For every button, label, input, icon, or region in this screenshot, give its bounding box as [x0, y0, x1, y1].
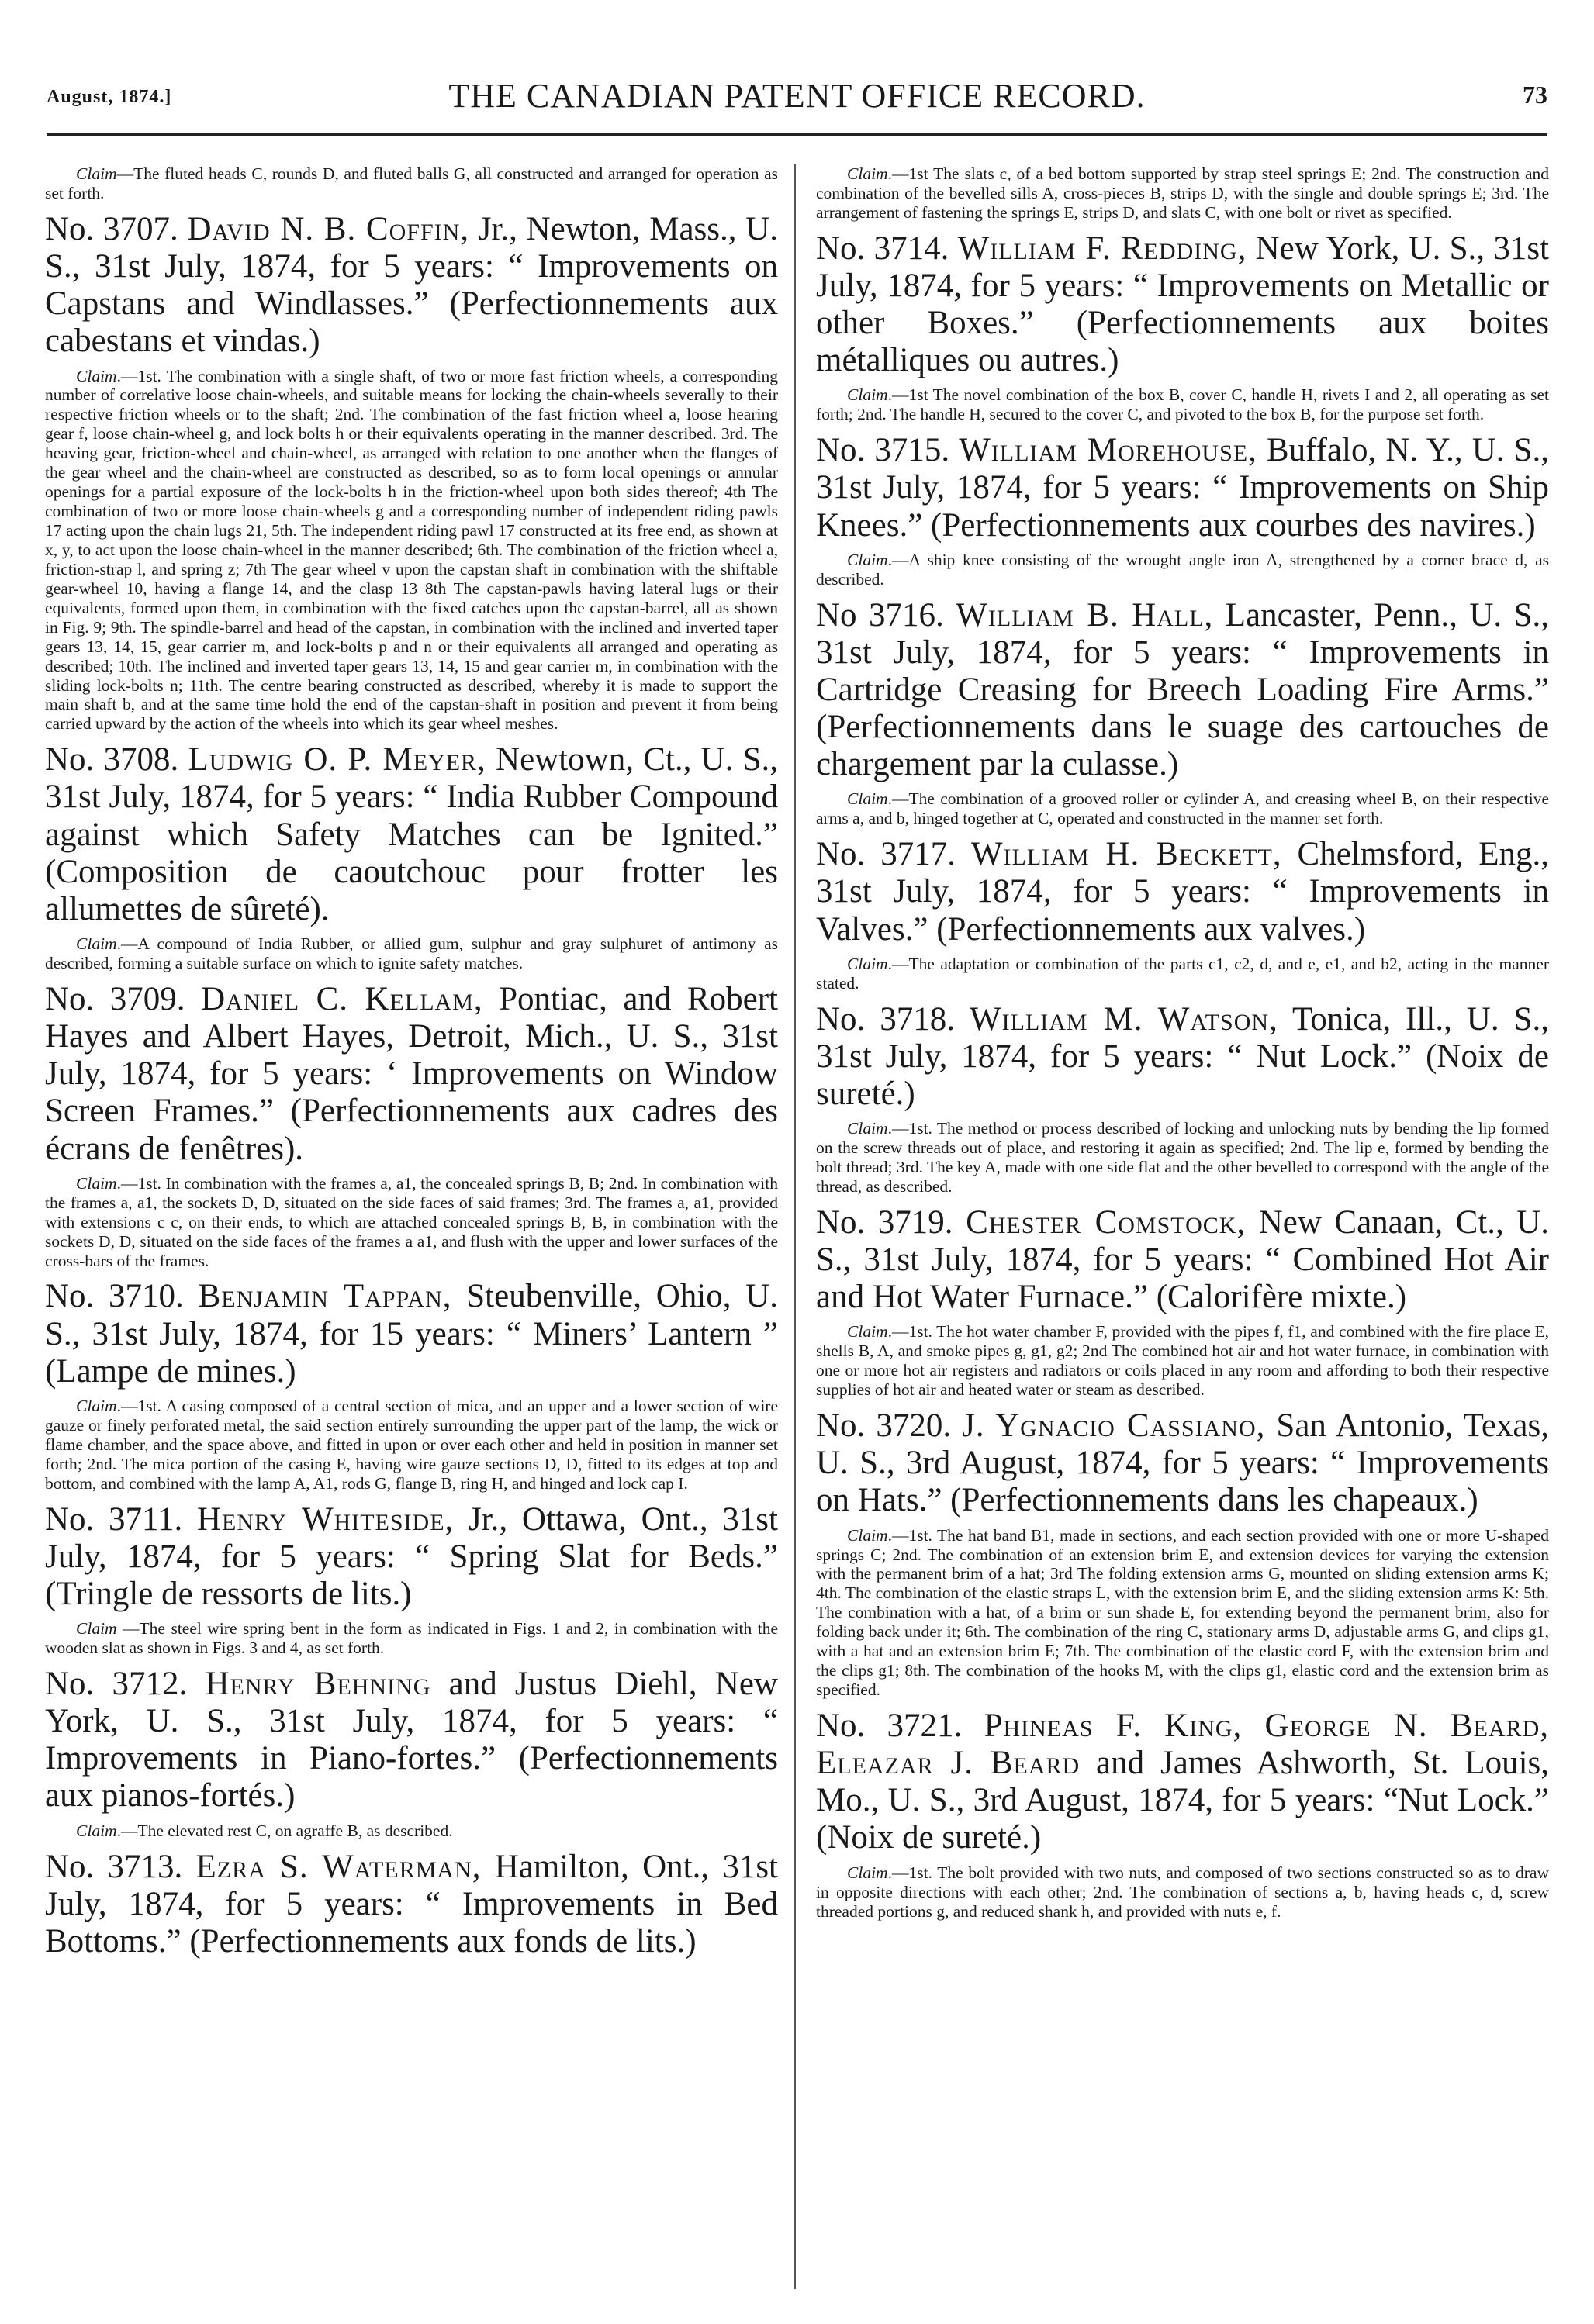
- patent-entry: [816, 230, 1549, 425]
- patent-entry: [816, 1708, 1549, 1921]
- claim-text: .—1st. The method or process described of locking and unlocking nuts by bending the lip formed on the screw threads out of place, and restoring it again as specified; 2nd. The lip e, formed by bending the bolt thread; 3rd. The key A, made with one side flat and the other bevelled to correspond with the angle of the thread, as described.: [816, 1119, 1549, 1196]
- lead-claim: [45, 164, 778, 203]
- patent-heading: [45, 1278, 778, 1390]
- claim-text: .—The adaptation or combination of the parts c1, c2, d, and e, e1, and b2, acting in the manner stated.: [816, 954, 1549, 993]
- patent-number: No. 3710.: [45, 1278, 184, 1315]
- claim-label: Claim: [76, 1619, 117, 1639]
- patent-heading: [816, 836, 1549, 948]
- claim: [45, 367, 778, 734]
- claim-text: .—A ship knee consisting of the wrought angle iron A, strengthened by a corner brace d, as described.: [816, 550, 1549, 589]
- running-head: [47, 76, 1547, 123]
- claim-text: .—The combination of a grooved roller or cylinder A, and creasing wheel B, on their respective arms a, and b, hinged together at C, operated and constructed in the manner set forth.: [816, 789, 1549, 828]
- patent-entry: [816, 432, 1549, 589]
- patent-entry: [45, 211, 778, 734]
- patent-details: Lancaster, Penn., U. S., 31st July, 1874, for 5 years: “ Improvements in Cartridge Creasing for Breech Loading Fire Arms.” (Perfectionnements dans le suage des cartouches de chargement par la culasse.): [816, 596, 1550, 783]
- claim: [816, 955, 1549, 993]
- claim-label: Claim: [847, 954, 888, 973]
- patent-number: No. 3719.: [816, 1203, 953, 1241]
- right-column: [816, 164, 1549, 1929]
- patent-number: No. 3718.: [816, 1000, 956, 1038]
- patent-details: Steubenville, Ohio, U. S., 31st July, 1874, for 15 years: “ Miners’ Lantern ” (Lampe de mines.): [45, 1278, 778, 1390]
- patentee-names: Ludwig O. P. Meyer,: [188, 741, 486, 779]
- patent-details: New Canaan, Ct., U. S., 31st July, 1874, for 5 years: “ Combined Hot Air and Hot Water Furnace.” (Calorifère mixte.): [816, 1203, 1550, 1316]
- page-number: 73: [1523, 81, 1547, 109]
- claim-text: .—1st. The hot water chamber F, provided with the pipes f, f1, and combined with the fire place E, shells B, A, and smoke pipes g, g1, g2; 2nd The combined hot air and hot water furnace, in combination with one or more hot air registers and radiators or coils placed in any room and affording to both their respective supplies of hot air and heated water or steam as described.: [816, 1322, 1549, 1400]
- claim-label: Claim: [847, 1322, 888, 1342]
- patent-details: New York, U. S., 31st July, 1874, for 5 years: “ Improvements on Metallic or other Boxes.” (Perfectionnements aux boites métalliques ou autres.): [816, 230, 1550, 379]
- patentee-names: William H. Beckett,: [970, 836, 1282, 873]
- patent-details: Hamilton, Ont., 31st July, 1874, for 5 years: “ Improvements in Bed Bottoms.” (Perfectionnements aux fonds de lits.): [45, 1848, 779, 1960]
- patentee-names: Phineas F. King, George N. Beard, Eleazar J. Beard: [816, 1708, 1549, 1782]
- patent-number: No 3716.: [816, 596, 944, 634]
- patent-entry: [45, 741, 778, 973]
- patentee-names: Henry Whiteside,: [196, 1500, 455, 1538]
- left-column: [45, 164, 778, 1967]
- claim-text: .—The elevated rest C, on agraffe B, as described.: [116, 1821, 453, 1840]
- patent-entry: [816, 1001, 1549, 1197]
- patent-number: No. 3720.: [816, 1407, 952, 1445]
- patent-details: Pontiac, and Robert Hayes and Albert Hayes, Detroit, Mich., U. S., 31st July, 1874, for 5 years: ‘ Improvements on Window Screen Frames.” (Perfectionnements aux cadres des écrans de fenêtres).: [45, 980, 778, 1167]
- patentee-names: Benjamin Tappan,: [198, 1278, 452, 1315]
- patent-details: Newtown, Ct., U. S., 31st July, 1874, for 5 years: “ India Rubber Compound against which Safety Matches can be Ignited.” (Composition de caoutchouc pour frotter les allumettes de sûreté).: [45, 741, 779, 927]
- claim-text: —The fluted heads C, rounds D, and fluted balls G, all constructed and arranged for operation as set forth.: [45, 164, 778, 202]
- claim-label: Claim: [847, 1119, 888, 1138]
- claim-text: .—1st The novel combination of the box B, cover C, handle H, rivets I and 2, all operating as set forth; 2nd. The handle H, secured to the cover C, and pivoted to the box B, for the purpose set forth.: [816, 385, 1549, 424]
- claim-label: Claim: [76, 164, 117, 183]
- patentee-names: William Morehouse,: [959, 432, 1257, 469]
- header-rule: [47, 133, 1547, 136]
- patent-heading: [816, 230, 1549, 380]
- patent-heading: [45, 981, 778, 1168]
- lead-claim: [816, 164, 1549, 223]
- patent-details: Jr., Newton, Mass., U. S., 31st July, 1874, for 5 years: “ Improvements on Capstans and Windlasses.” (Perfectionnements aux cabestans et vindas.): [45, 210, 778, 360]
- patent-number: No. 3708.: [45, 741, 179, 779]
- claim-text: .—1st. The hat band B1, made in sections, and each section provided with one or more U-shaped springs C; 2nd. The combination of an extension brim E, and extension devices for varying the extension with the permanent brim of a hat; 3rd The folding extension arms G, mounted on sliding extension arms K; 4th. The combination of the elastic straps L, with the extension brim E, and the sliding extension arms K: 5th. The combination with a hat, of a brim or sun shade E, for extending beyond the permanent brim, also for folding back under it; 6th. The combination of the ring C, stationary arms D, adjustable arms G, and clips g1, with a hat and an extension brim E; 7th. The combination of the elastic cord F, with the extension brim and the clips g1; 8th. The combination of the hooks M, with the clips g1, elastic cord and the extension brim as specified.: [816, 1525, 1549, 1700]
- claim-label: Claim: [847, 164, 888, 183]
- patent-heading: [45, 741, 778, 928]
- claim-text: .—A compound of India Rubber, or allied gum, sulphur and gray sulphuret of antimony as described, forming a suitable surface on which to ignite safety matches.: [45, 934, 778, 973]
- patentee-names: Daniel C. Kellam,: [201, 980, 483, 1017]
- claim-label: Claim: [76, 366, 117, 385]
- claim-text: .—1st. A casing composed of a central section of mica, and an upper and a lower section of wire gauze or finely perforated metal, the said section entirely surrounding the upper part of the lamp, the wick or flame chamber, and the space above, and fitted in upon or over each other and held in position in manner set forth; 2nd. The mica portion of the casing E, having wire gauze sections D, D, fitted to its edges at top and bottom, and combined with the lamp A, A1, rods G, flange B, ring H, and hinged and lock cap I.: [45, 1396, 778, 1493]
- patent-entry: [45, 981, 778, 1270]
- patentee-names: David N. B. Coffin,: [187, 210, 470, 247]
- claim: [45, 1822, 778, 1841]
- claim-text: .—1st. In combination with the frames a, a1, the concealed springs B, B; 2nd. In combination with the frames a, a1, the sockets D, D, situated on the side faces of said frames; 3rd. The frames a, a1, provided with extensions c c, on their ends, to which are attached concealed springs B, B, in combination with the sockets D, D, situated on the side faces of the frames a a1, and flush with the upper and lower surfaces of the cross-bars of the frames.: [45, 1173, 778, 1270]
- patent-heading: [45, 1501, 778, 1613]
- claim: [816, 385, 1549, 424]
- claim: [816, 789, 1549, 828]
- right-entries: [816, 230, 1549, 1922]
- patent-details: Chelmsford, Eng., 31st July, 1874, for 5 years: “ Improvements in Valves.” (Perfectionnements aux valves.): [816, 836, 1549, 948]
- claim: [45, 934, 778, 973]
- patent-entry: [45, 1666, 778, 1841]
- patent-heading: [816, 1204, 1549, 1316]
- left-entries: [45, 211, 778, 1960]
- patent-heading: [816, 1708, 1549, 1857]
- claim: [816, 1526, 1549, 1700]
- patent-number: No. 3715.: [816, 432, 950, 469]
- claim: [816, 1119, 1549, 1197]
- patent-number: No. 3709.: [45, 980, 185, 1017]
- claim-label: Claim: [76, 934, 117, 954]
- patent-heading: [816, 597, 1549, 784]
- patent-heading: [45, 1666, 778, 1815]
- patent-details: Buffalo, N. Y., U. S., 31st July, 1874, for 5 years: “ Improvements on Ship Knees.” (Perfectionnements aux courbes des navires.): [816, 432, 1549, 544]
- patent-details: Tonica, Ill., U. S., 31st July, 1874, for 5 years: “ Nut Lock.” (Noix de sureté.): [816, 1000, 1549, 1112]
- patent-entry: [45, 1501, 778, 1658]
- patent-entry: [816, 836, 1549, 993]
- patent-details: and Justus Diehl, New York, U. S., 31st July, 1874, for 5 years: “ Improvements in Piano-fortes.” (Perfectionnements aux pianos-fortés.): [45, 1665, 778, 1815]
- patent-number: No. 3707.: [45, 210, 178, 247]
- claim-label: Claim: [847, 789, 888, 809]
- patent-number: No. 3714.: [816, 230, 949, 267]
- claim-text: —The steel wire spring bent in the form as indicated in Figs. 1 and 2, in combination with the wooden slat as shown in Figs. 3 and 4, as set forth.: [45, 1619, 778, 1657]
- patent-details: and James Ashworth, St. Louis, Mo., U. S., 3rd August, 1874, for 5 years: “Nut Lock.” (Noix de sureté.): [816, 1745, 1549, 1856]
- patent-number: No. 3713.: [45, 1848, 183, 1885]
- patentee-names: William M. Watson,: [970, 1000, 1278, 1038]
- claim-text: .—1st. The bolt provided with two nuts, and composed of two sections constructed so as to draw in opposite directions with each other; 2nd. The combination of sections a, b, having heads c, d, screw threaded portions g, and reduced shank h, and provided with nuts e, f.: [816, 1863, 1549, 1921]
- claim-label: Claim: [76, 1173, 117, 1193]
- patent-entry: [816, 1204, 1549, 1400]
- patent-heading: [816, 1001, 1549, 1113]
- patent-details: San Antonio, Texas, U. S., 3rd August, 1874, for 5 years: “ Improvements on Hats.” (Perfectionnements dans les chapeaux.): [816, 1407, 1549, 1519]
- claim: [45, 1397, 778, 1494]
- claim-label: Claim: [847, 550, 888, 569]
- claim-text: .—1st The slats c, of a bed bottom supported by strap steel springs E; 2nd. The construction and combination of the bevelled sills A, cross-pieces B, strips D, with the single and double springs E; 3rd. The arrangement of fastening the springs E, strips D, and slats C, with one bolt or rivet as specified.: [816, 164, 1549, 222]
- patent-details: Jr., Ottawa, Ont., 31st July, 1874, for 5 years: “ Spring Slat for Beds.” (Tringle de ressorts de lits.): [45, 1500, 778, 1612]
- column-divider: [794, 164, 796, 2289]
- patent-number: No. 3712.: [45, 1665, 188, 1702]
- journal-title: THE CANADIAN PATENT OFFICE RECORD.: [448, 77, 1146, 115]
- claim-label: Claim: [76, 1396, 117, 1415]
- claim-label: Claim: [847, 1863, 888, 1882]
- patent-entry: [45, 1278, 778, 1493]
- claim: [816, 1863, 1549, 1922]
- claim: [45, 1619, 778, 1658]
- patent-heading: [45, 1849, 778, 1960]
- patentee-names: J. Ygnacio Cassiano,: [962, 1407, 1266, 1445]
- patent-number: No. 3711.: [45, 1500, 183, 1538]
- patentee-names: Ezra S. Waterman,: [195, 1848, 482, 1885]
- patent-heading: [45, 211, 778, 361]
- claim: [816, 1322, 1549, 1400]
- patent-number: No. 3717.: [816, 836, 956, 873]
- issue-date: August, 1874.]: [47, 87, 172, 107]
- patentee-names: William F. Redding,: [957, 230, 1247, 267]
- patent-entry: [816, 1407, 1549, 1700]
- patent-number: No. 3721.: [816, 1708, 963, 1744]
- claim-label: Claim: [847, 385, 888, 405]
- patent-entry: [45, 1849, 778, 1960]
- patent-heading: [816, 432, 1549, 544]
- patent-entry: [816, 597, 1549, 829]
- claim-text: .—1st. The combination with a single shaft, of two or more fast friction wheels, a corresponding number of correlative loose chain-wheels, and suitable means for locking the chain-wheels severally to their respective friction wheels or to the shaft; 2nd. The combination of the fast friction wheel a, loose hearing gear f, loose chain-wheel g, and lock bolts h or their equivalents operating in the manner described. 3rd. The heaving gear, friction-wheel and chain-wheel, as arranged with relation to one another when the flanges of the gear wheel and the chain-wheel are constructed as described, so as to form local openings or annular openings for a partial exposure of the lock-bolts h in the friction-wheel upon both sides thereof; 4th The combination of two or more loose chain-wheels g and a corresponding number of independent riding pawls 17 acting upon the chain lugs 21, 5th. The independent riding pawl 17 constructed at its free end, as shown at x, y, to act upon the loose chain-wheel in the manner described; 6th. The combination of the friction wheel a, friction-strap l, and spring z; 7th The gear wheel v upon the capstan shaft in combination with the shiftable gear-wheel 10, having a flange 14, and the clasp 13 8th The capstan-pawls having lateral lugs or their equivalents, formed upon them, in combination with the fixed catches upon the capstan-barrel, all as shown in Fig. 9; 9th. The spindle-barrel and head of the capstan, in combination with the inclined and inverted taper gears 13, 14, 15, gear carrier m, and lock-bolts p and n or their equivalents all arranged and operating as described; 10th. The inclined and inverted taper gears 13, 14, 15 and gear carrier m, in combination with the sliding lock-bolts n; 11th. The centre bearing constructed as described, whereby it is made to support the main shaft b, and at the same time hold the end of the capstan-shaft in position and prevent it from being carried upward by the action of the wheels into which its gear wheel meshes.: [45, 366, 778, 734]
- claim-label: Claim: [847, 1525, 888, 1545]
- patentee-names: William B. Hall,: [956, 596, 1214, 634]
- patentee-names: Chester Comstock,: [966, 1203, 1247, 1241]
- claim-label: Claim: [76, 1821, 117, 1840]
- claim: [45, 1174, 778, 1271]
- patent-heading: [816, 1407, 1549, 1519]
- patentee-names: Henry Behning: [205, 1665, 431, 1702]
- claim: [816, 551, 1549, 589]
